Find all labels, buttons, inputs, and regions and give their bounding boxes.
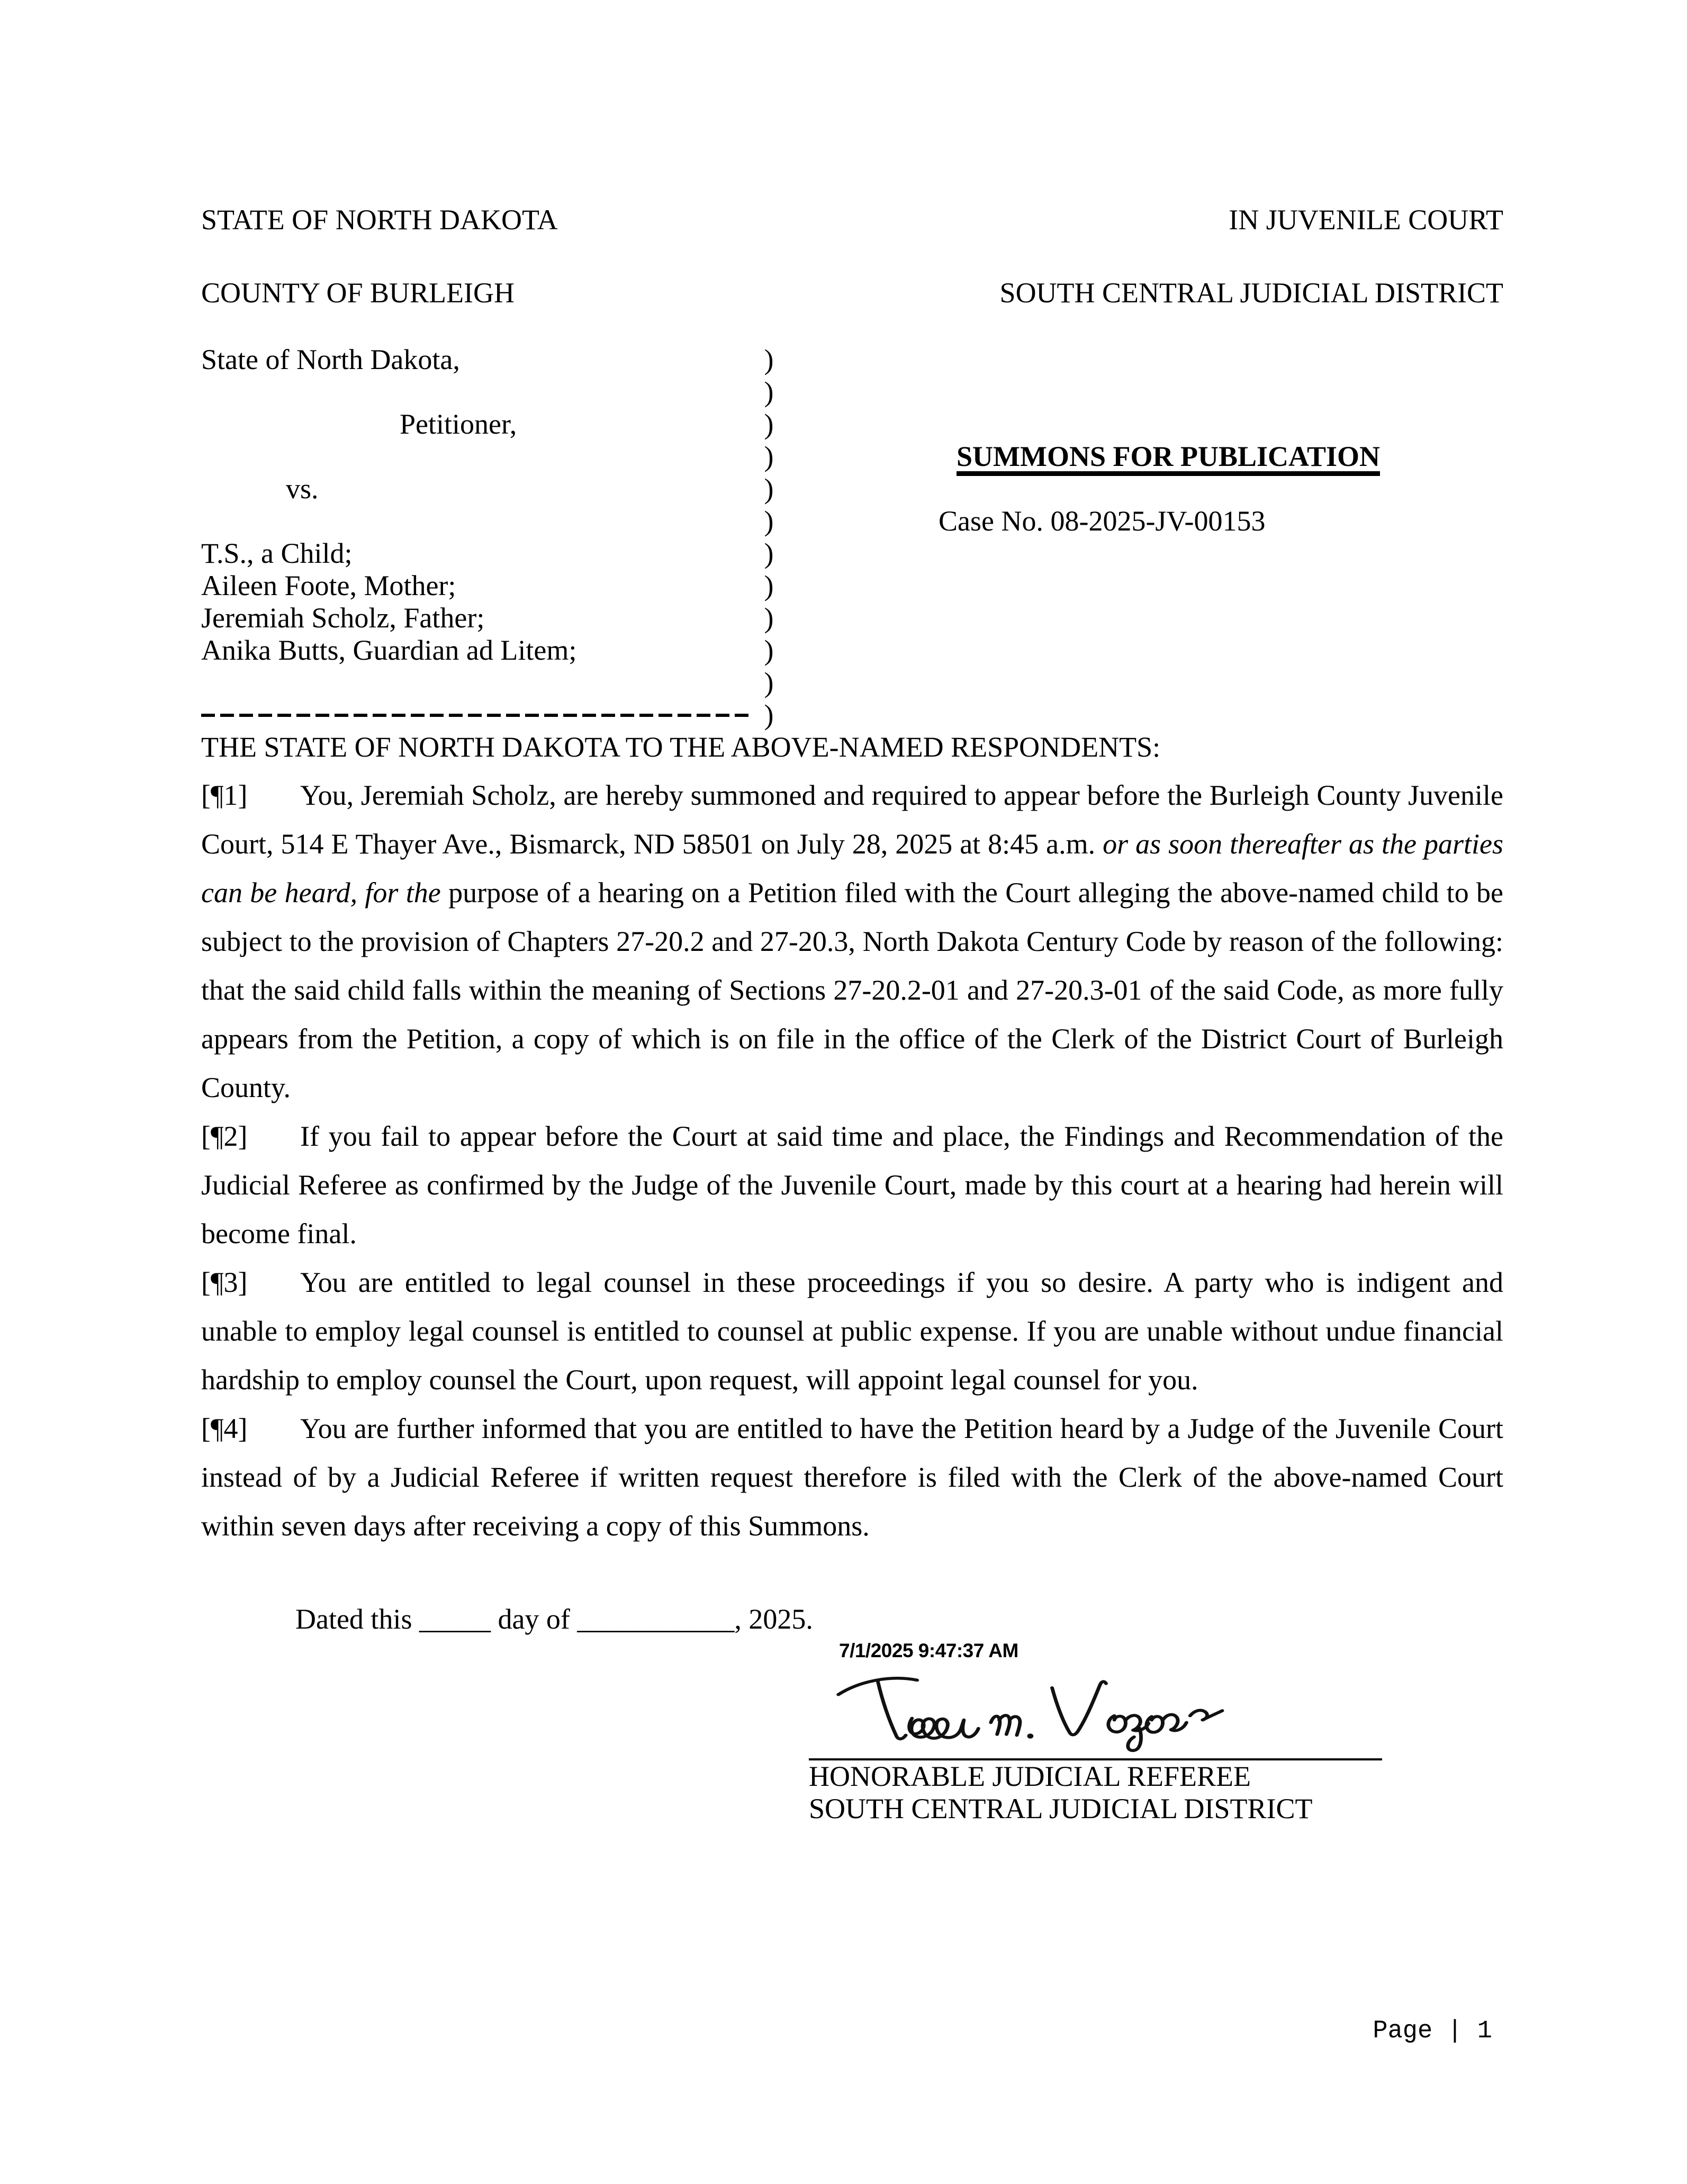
signer-title-1: HONORABLE JUDICIAL REFEREE [809, 1760, 1251, 1792]
caption-left-blank [201, 441, 757, 473]
court-header-row-1 [201, 204, 1503, 236]
paragraph-4-number: [¶4] [201, 1413, 248, 1444]
caption-paren: ) [764, 344, 774, 375]
paragraph-1-text-pre: You, Jeremiah Scholz, are hereby summoned and required to appear before the Burleigh County Juvenile Court, 514 E Thayer Ave., Bismarck, ND 58501 on July 28, 2025 at 8:45 a.m. [201, 779, 1503, 860]
paragraph-1 [201, 771, 1503, 1112]
paragraph-3-text: You are entitled to legal counsel in these proceedings if you so desire. A party who is indigent and unable to employ legal counsel is entitled to counsel at public expense. If you are unable without undue financial hardship to employ counsel the Court, upon request, will appoint legal counsel for you. [201, 1266, 1503, 1396]
caption-right-blank [781, 667, 1503, 699]
paragraph-2-text: If you fail to appear before the Court at said time and place, the Findings and Recommendation of the Judicial Referee as confirmed by the Judge of the Juvenile Court, made by this court at a hearing had herein will become final. [201, 1120, 1503, 1250]
paragraph-4 [201, 1404, 1503, 1550]
addressee-line: THE STATE OF NORTH DAKOTA TO THE ABOVE-NAMED RESPONDENTS: [201, 731, 1161, 763]
caption-paren: ) [764, 537, 774, 569]
paragraph-1-text-post: purpose of a hearing on a Petition filed with the Court alleging the above-named child to be subject to the provision of Chapters 27-20.2 and 27-20.3, North Dakota Century Code by reason of the following: that the said child falls within the meaning of Sections 27-20.2-01 and 27-20.3-01 of the said Code, as more fully appears from the Petition, a copy of which is on file in the office of the Clerk of the District Court of Burleigh County. [201, 877, 1503, 1103]
caption-paren: ) [764, 441, 774, 472]
caption-right-blank [781, 473, 1503, 505]
caption-petitioner-label: Petitioner, [400, 408, 517, 440]
header-district: SOUTH CENTRAL JUDICIAL DISTRICT [999, 277, 1503, 309]
caption-plaintiff: State of North Dakota, [201, 344, 460, 375]
case-caption [201, 344, 1503, 731]
court-header-row-2 [201, 277, 1503, 309]
caption-paren: ) [764, 699, 774, 731]
paragraph-3 [201, 1258, 1503, 1404]
caption-separator-cell [201, 699, 757, 731]
caption-respondent-mother: Aileen Foote, Mother; [201, 570, 456, 601]
paragraph-1-number: [¶1] [201, 779, 248, 811]
document-title-cell [781, 441, 1503, 473]
dated-line: Dated this _____ day of ___________, 2025. [295, 1603, 813, 1635]
paragraph-2 [201, 1112, 1503, 1258]
handwritten-signature-image [830, 1673, 1224, 1757]
page-number: Page | 1 [1373, 2017, 1492, 2045]
caption-right-blank [781, 376, 1503, 408]
caption-paren: ) [764, 602, 774, 634]
header-county: COUNTY OF BURLEIGH [201, 277, 515, 309]
caption-dashed-separator [201, 714, 749, 717]
caption-right-blank [781, 344, 1503, 376]
caption-paren: ) [764, 505, 774, 537]
caption-right-blank [781, 408, 1503, 441]
header-state: STATE OF NORTH DAKOTA [201, 204, 558, 236]
paragraph-2-number: [¶2] [201, 1120, 248, 1152]
caption-paren: ) [764, 634, 774, 666]
caption-right-blank [781, 634, 1503, 667]
caption-right-blank [781, 602, 1503, 634]
caption-respondent-child: T.S., a Child; [201, 537, 353, 569]
caption-paren: ) [764, 376, 774, 408]
signature-block [809, 1673, 1386, 1825]
document-title: SUMMONS FOR PUBLICATION [957, 444, 1380, 476]
caption-paren: ) [764, 473, 774, 505]
caption-paren: ) [764, 667, 774, 698]
caption-left-blank [201, 667, 757, 699]
caption-left-blank [201, 376, 757, 408]
caption-vs: vs. [286, 473, 319, 505]
paragraph-3-number: [¶3] [201, 1266, 248, 1298]
header-court: IN JUVENILE COURT [1229, 204, 1503, 236]
paragraph-4-text: You are further informed that you are entitled to have the Petition heard by a Judge of the Juvenile Court instead of by a Judicial Referee if written request therefore is filed with the Clerk of the above-named Court within seven days after receiving a copy of this Summons. [201, 1413, 1503, 1542]
caption-respondent-father: Jeremiah Scholz, Father; [201, 602, 485, 634]
caption-respondent-gal: Anika Butts, Guardian ad Litem; [201, 634, 577, 666]
caption-right-blank [781, 570, 1503, 602]
caption-paren: ) [764, 408, 774, 440]
caption-paren: ) [764, 570, 774, 601]
caption-right-blank [781, 537, 1503, 570]
paragraph-1-text-italic: or as soon thereafter as the parties can be heard, for the [201, 828, 1503, 909]
signer-title-2: SOUTH CENTRAL JUDICIAL DISTRICT [809, 1793, 1313, 1825]
caption-right-blank [781, 699, 1503, 731]
caption-left-blank [201, 505, 757, 537]
case-number: Case No. 08-2025-JV-00153 [939, 505, 1266, 537]
signature-timestamp: 7/1/2025 9:47:37 AM [839, 1640, 1018, 1661]
